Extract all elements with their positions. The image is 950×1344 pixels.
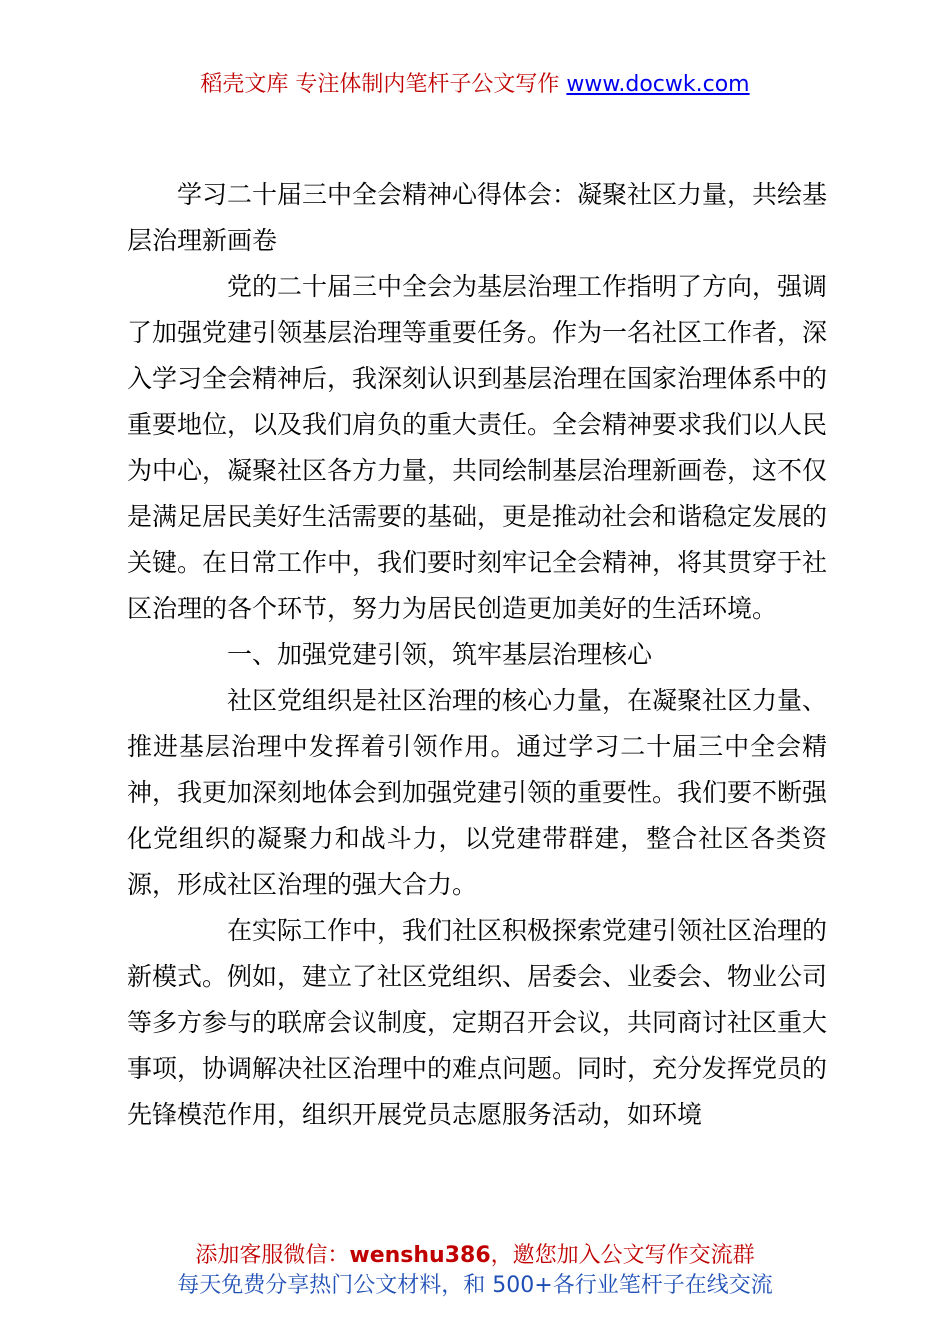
footer-contact-suffix: ，邀您加入公文写作交流群 [490, 1243, 755, 1268]
document-body [127, 172, 827, 1138]
paragraph-section1-a: 社区党组织是社区治理的核心力量，在凝聚社区力量、推进基层治理中发挥着引领作用。通过学习二十届三中全会精神，我更加深刻地体会到加强党建引领的重要性。我们要不断强化党组织的凝聚力和战斗力，以党建带群建，整合社区各类资源，形成社区治理的强大合力。 [127, 686, 828, 899]
paragraph-intro: 党的二十届三中全会为基层治理工作指明了方向，强调了加强党建引领基层治理等重要任务。作为一名社区工作者，深入学习全会精神后，我深刻认识到基层治理在国家治理体系中的重要地位，以及我们肩负的重大责任。全会精神要求我们以人民为中心，凝聚社区各方力量，共同绘制基层治理新画卷，这不仅是满足居民美好生活需要的基础，更是推动社会和谐稳定发展的关键。在日常工作中，我们要时刻牢记全会精神，将其贯穿于社区治理的各个环节，努力为居民创造更加美好的生活环境。 [127, 272, 828, 623]
footer-contact-line [0, 1241, 950, 1271]
section-heading-1: 一、加强党建引领，筑牢基层治理核心 [227, 640, 653, 669]
site-link[interactable]: www.docwk.com [566, 72, 750, 97]
page-footer [0, 1241, 950, 1301]
wechat-id: wenshu386 [349, 1243, 491, 1268]
paragraph-section1-b: 在实际工作中，我们社区积极探索党建引领社区治理的新模式。例如，建立了社区党组织、居委会、业委会、物业公司等多方参与的联席会议制度，定期召开会议，共同商讨社区重大事项，协调解决社区治理中的难点问题。同时，充分发挥党员的先锋模范作用，组织开展党员志愿服务活动，如环境 [127, 916, 828, 1129]
brand-text: 稻壳文库 专注体制内笔杆子公文写作 [200, 72, 560, 97]
page-header [0, 70, 950, 100]
document-title: 学习二十届三中全会精神心得体会：凝聚社区力量，共绘基层治理新画卷 [127, 180, 828, 255]
footer-promo-line: 每天免费分享热门公文材料，和 500+各行业笔杆子在线交流 [177, 1273, 773, 1298]
footer-contact-prefix: 添加客服微信： [195, 1243, 350, 1268]
